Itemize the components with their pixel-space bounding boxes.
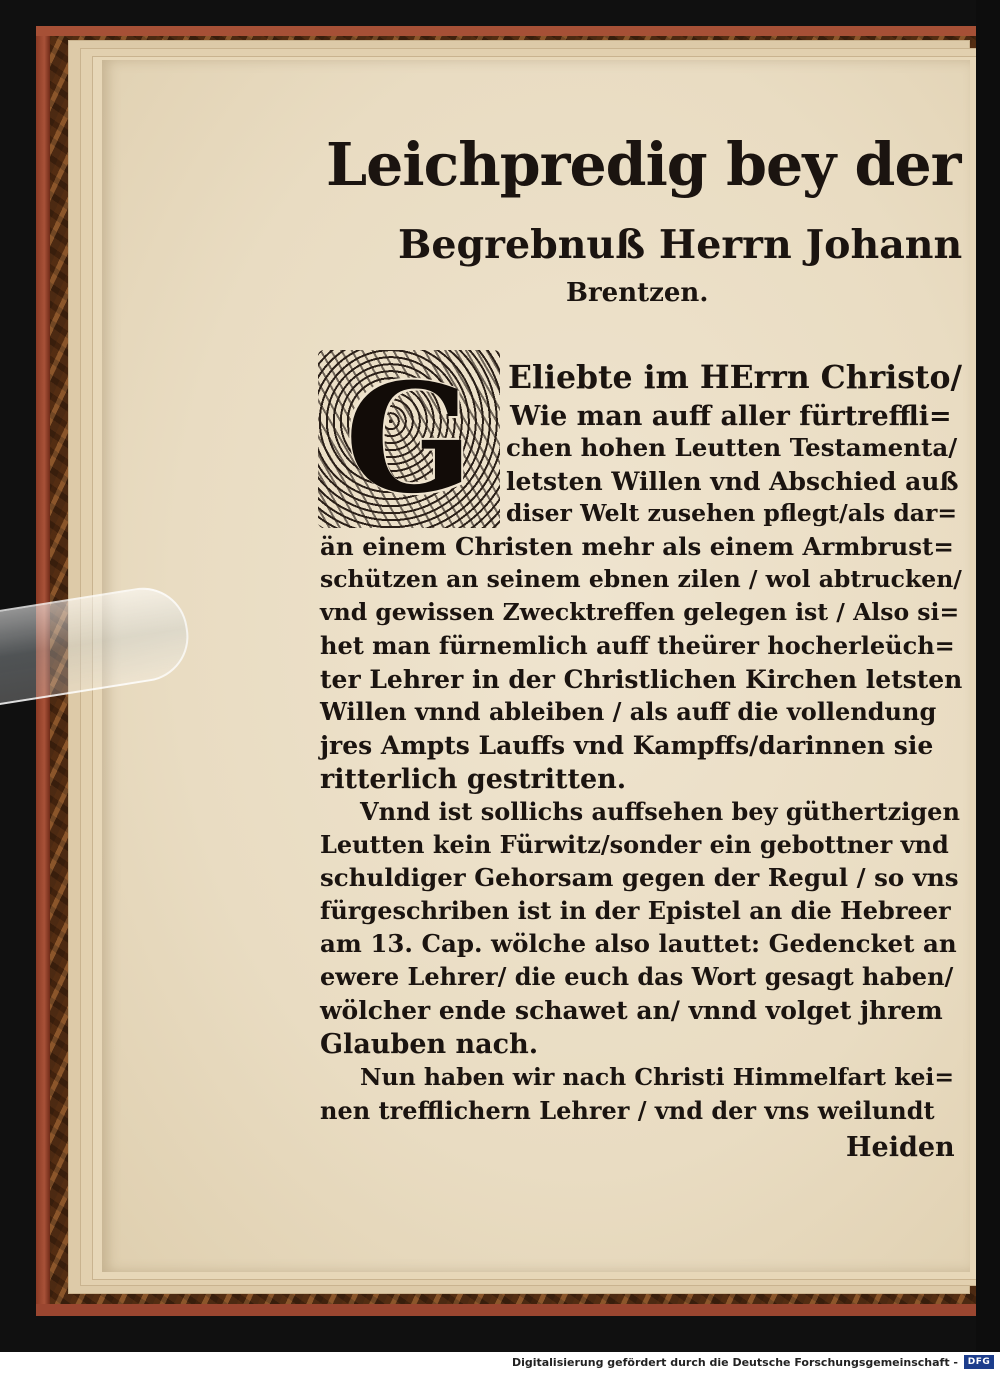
decorated-initial [318,350,500,528]
body-line: am 13. Cap. wölche also lauttet: Gedencket an [320,929,957,958]
body-line: nen trefflichern Lehrer / vnd der vns weilundt [320,1096,935,1125]
initial-letter: G [344,351,474,527]
funding-credit: Digitalisierung gefördert durch die Deutsche Forschungsgemeinschaft - [511,1356,958,1369]
body-line: letsten Willen vnd Abschied auß [506,467,959,496]
body-line: ewere Lehrer/ die euch das Wort gesagt haben/ [320,962,954,991]
page-subtitle: Begrebnuß Herrn Johann [398,222,963,268]
body-line: Eliebte im HErrn Christo/ [508,359,962,396]
body-line: Nun haben wir nach Christi Himmelfart kei= [360,1063,955,1091]
body-line: chen hohen Leutten Testamenta/ [506,433,958,462]
body-line: fürgeschriben ist in der Epistel an die Hebreer [320,896,951,925]
body-line: wölcher ende schawet an/ vnnd volget jhrem [320,996,943,1025]
body-line: diser Welt zusehen pflegt/als dar= [506,499,958,527]
body-line: vnd gewissen Zwecktreffen gelegen ist / Also si= [320,598,960,626]
catchword: Heiden [846,1132,955,1163]
body-line: het man fürnemlich auff theürer hocherleüch= [320,631,955,660]
body-line: Leutten kein Fürwitz/sonder ein gebottner vnd [320,830,949,859]
body-line: ritterlich gestritten. [320,764,627,795]
dfg-logo: DFG [964,1355,994,1369]
body-line: schützen an seinem ebnen zilen / wol abtrucken/ [320,565,962,593]
body-line: ter Lehrer in der Christlichen Kirchen letsten [320,665,963,694]
page-subtitle-name: Brentzen. [566,278,709,308]
footer-bar [0,1352,1000,1373]
body-line: Vnnd ist sollichs auffsehen bey güthertzigen [360,797,960,826]
body-line: än einem Christen mehr als einem Armbrust= [320,532,954,561]
body-line: Wie man auff aller fürtreffli= [510,401,952,432]
page-title: Leichpredig bey der [326,130,961,199]
body-line: Willen vnnd ableiben / als auff die vollendung [320,697,937,726]
body-line: Glauben nach. [320,1029,539,1060]
body-line: jres Ampts Lauffs vnd Kampffs/darinnen sie [320,731,934,760]
body-line: schuldiger Gehorsam gegen der Regul / so vns [320,863,959,892]
